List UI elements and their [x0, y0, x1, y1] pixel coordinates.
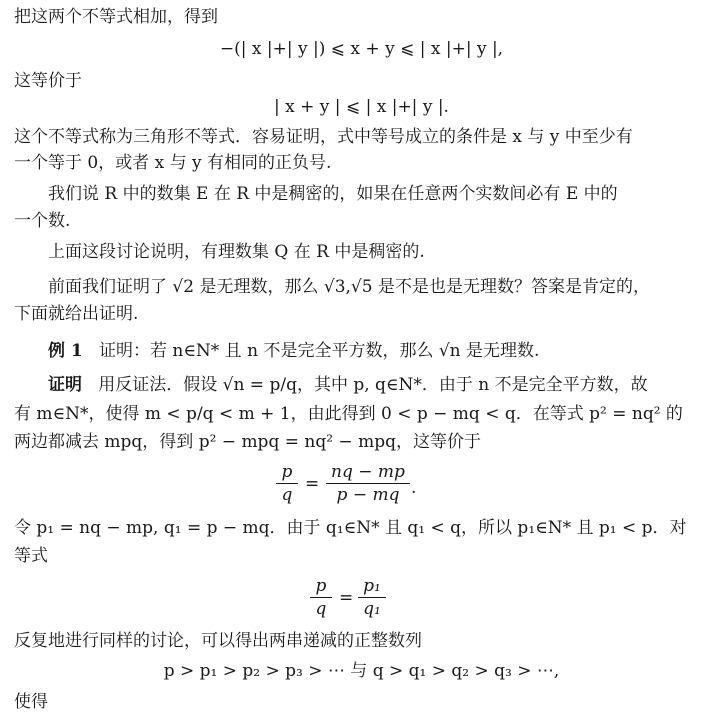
fraction-left: p q [310, 576, 332, 619]
text-line: 有 m∈N*，使得 m < p/q < m + 1，由此得到 0 < p − mq < q．在等式 p² = nq² 的 [14, 404, 683, 424]
text-line: 下面就给出证明. [14, 304, 139, 324]
example-text: 证明：若 n∈N* 且 n 不是完全平方数，那么 √n 是无理数. [98, 341, 540, 361]
text-line: 两边都减去 mpq，得到 p² − mpq = nq² − mpq，这等价于 [14, 432, 481, 452]
text-line: 这个不等式称为三角形不等式．容易证明，式中等号成立的条件是 x 与 y 中至少有 [14, 127, 633, 147]
proof-line [48, 374, 648, 396]
text-line: 一个数. [14, 211, 71, 231]
text-line: 我们说 R 中的数集 E 在 R 中是稠密的，如果在任意两个实数间必有 E 中的 [48, 184, 618, 204]
text-line: 一个等于 0，或者 x 与 y 有相同的正负号. [14, 153, 332, 173]
text-line: 上面这段讨论说明，有理数集 Q 在 R 中是稠密的. [48, 242, 425, 262]
text-line: 这等价于 [14, 71, 82, 91]
display-formula: −(| x |+| y |) ⩽ x + y ⩽ | x |+| y |, [219, 39, 504, 59]
proof-label: 证明 [48, 375, 82, 395]
equals-sign: = [305, 474, 320, 494]
fraction-left: p q [276, 462, 298, 505]
text-line: 反复地进行同样的讨论，可以得出两串递减的正整数列 [14, 631, 422, 651]
period: . [411, 478, 417, 498]
text-line: 前面我们证明了 √2 是无理数，那么 √3,√5 是不是也是无理数？答案是肯定的， [48, 277, 650, 297]
example-label: 例 1 [48, 341, 83, 361]
equals-sign: = [339, 588, 354, 608]
text-line: 使得 [14, 692, 48, 712]
text-line: 令 p₁ = nq − mp, q₁ = p − mq．由于 q₁∈N* 且 q₁ < q，所以 p₁∈N* 且 p₁ < p．对 [14, 518, 687, 538]
proof-text: 用反证法．假设 √n = p/q，其中 p, q∈N*．由于 n 不是完全平方数，故 [98, 375, 648, 395]
fraction-right: p₁ q₁ [358, 576, 386, 619]
fraction-right: nq − mp p − mq [326, 462, 410, 505]
display-formula: p > p₁ > p₂ > p₃ > ⋯ 与 q > q₁ > q₂ > q₃ > ⋯, [163, 661, 560, 681]
text-line: 把这两个不等式相加，得到 [14, 7, 218, 27]
text-line: 等式 [14, 546, 48, 566]
example-line [48, 340, 539, 362]
display-formula: | x + y | ⩽ | x |+| y |. [274, 97, 449, 117]
